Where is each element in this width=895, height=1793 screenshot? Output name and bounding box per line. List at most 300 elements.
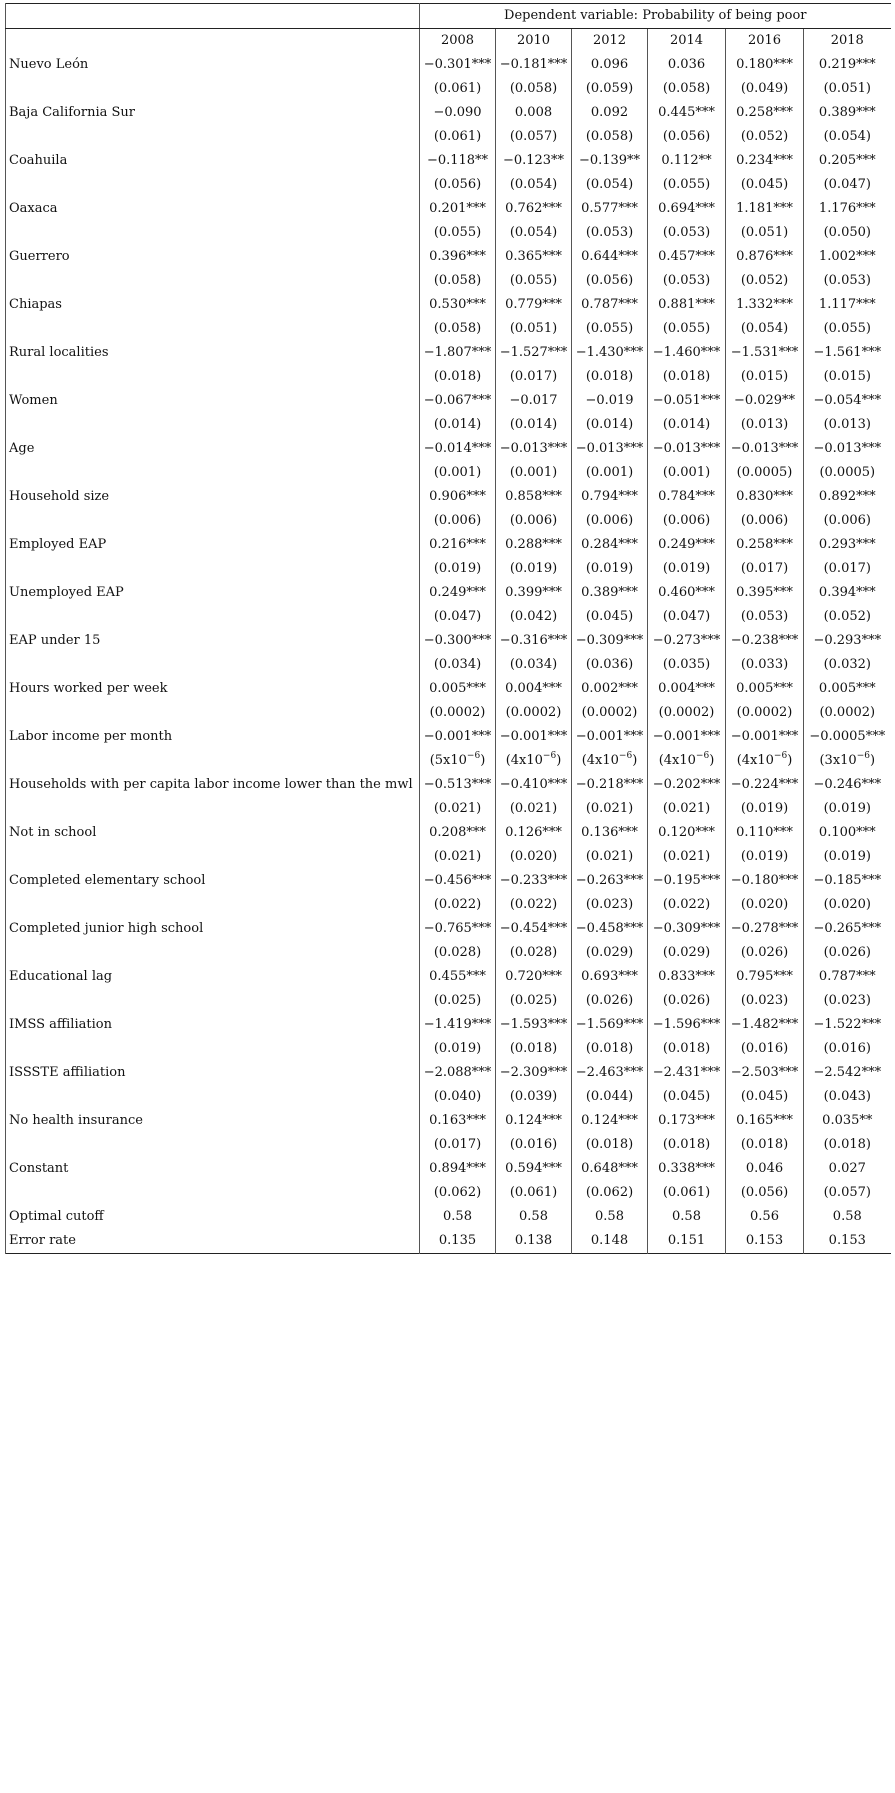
standard-error-cell: (0.021) (648, 845, 726, 869)
coefficient-cell: 0.795*** (726, 965, 804, 989)
standard-error-cell: (0.023) (804, 989, 891, 1013)
standard-error-row (6, 1085, 891, 1109)
standard-error-row (6, 893, 891, 917)
se-close: ) (709, 753, 715, 768)
se-spacer (6, 221, 420, 245)
coefficient-cell: −0.014*** (420, 437, 496, 461)
standard-error-cell: (0.035) (648, 653, 726, 677)
standard-error-cell: (0.018) (804, 1133, 891, 1157)
variable-label: Guerrero (6, 245, 420, 269)
standard-error-cell: (0.029) (572, 941, 648, 965)
variable-label: Unemployed EAP (6, 581, 420, 605)
footer-value: 0.153 (726, 1229, 804, 1254)
standard-error-cell: (0.018) (726, 1133, 804, 1157)
standard-error-cell: (0.054) (496, 173, 572, 197)
variable-label: Educational lag (6, 965, 420, 989)
standard-error-cell: (0.053) (648, 269, 726, 293)
se-base: (5x10 (429, 753, 467, 768)
standard-error-cell: (0.034) (420, 653, 496, 677)
coefficient-row (6, 53, 891, 77)
coefficient-cell: −0.456*** (420, 869, 496, 893)
coefficient-cell: 0.004*** (648, 677, 726, 701)
se-exponent: −6 (466, 750, 481, 761)
se-spacer (6, 557, 420, 581)
standard-error-cell: (0.051) (496, 317, 572, 341)
coefficient-cell: −0.180*** (726, 869, 804, 893)
standard-error-cell: (0.020) (804, 893, 891, 917)
coefficient-cell: 0.288*** (496, 533, 572, 557)
standard-error-cell: (0.061) (496, 1181, 572, 1205)
coefficient-cell: −0.181*** (496, 53, 572, 77)
standard-error-cell: (0.053) (648, 221, 726, 245)
coefficient-cell: 0.208*** (420, 821, 496, 845)
coefficient-cell: −2.503*** (726, 1061, 804, 1085)
coefficient-row (6, 965, 891, 989)
standard-error-cell: (0.055) (648, 317, 726, 341)
standard-error-cell: (0.025) (420, 989, 496, 1013)
standard-error-cell: (0.054) (804, 125, 891, 149)
standard-error-cell: (0.028) (420, 941, 496, 965)
variable-label: Rural localities (6, 341, 420, 365)
coefficient-row (6, 485, 891, 509)
coefficient-cell: −0.765*** (420, 917, 496, 941)
standard-error-cell: (0.022) (420, 893, 496, 917)
coefficient-row (6, 293, 891, 317)
footer-label: Error rate (6, 1229, 420, 1254)
coefficient-cell: −0.118** (420, 149, 496, 173)
coefficient-cell: −0.309*** (572, 629, 648, 653)
coefficient-cell: −0.054*** (804, 389, 891, 413)
standard-error-cell: (0.018) (420, 365, 496, 389)
standard-error-cell: (0.045) (572, 605, 648, 629)
standard-error-cell: (0.017) (726, 557, 804, 581)
coefficient-cell: 0.201*** (420, 197, 496, 221)
standard-error-cell: (0.028) (496, 941, 572, 965)
coefficient-cell: −0.0005*** (804, 725, 891, 749)
coefficient-cell: 0.830*** (726, 485, 804, 509)
se-spacer (6, 1037, 420, 1061)
coefficient-cell: −1.482*** (726, 1013, 804, 1037)
coefficient-cell: 0.002*** (572, 677, 648, 701)
coefficient-cell: −0.273*** (648, 629, 726, 653)
standard-error-cell: (0.0002) (648, 701, 726, 725)
standard-error-cell: (0.058) (648, 77, 726, 101)
coefficient-cell: 0.648*** (572, 1157, 648, 1181)
standard-error-cell: (0.045) (726, 1085, 804, 1109)
standard-error-cell: (0.020) (726, 893, 804, 917)
standard-error-row (6, 605, 891, 629)
coefficient-cell: 0.216*** (420, 533, 496, 557)
coefficient-cell: 0.110*** (726, 821, 804, 845)
coefficient-row (6, 389, 891, 413)
coefficient-cell: −0.001*** (496, 725, 572, 749)
se-exponent: −6 (695, 750, 710, 761)
standard-error-cell: (0.023) (572, 893, 648, 917)
coefficient-cell: 0.396*** (420, 245, 496, 269)
standard-error-row (6, 509, 891, 533)
standard-error-cell: (0.021) (572, 797, 648, 821)
coefficient-cell: 0.338*** (648, 1157, 726, 1181)
standard-error-cell: (0.049) (726, 77, 804, 101)
standard-error-cell: (0.051) (726, 221, 804, 245)
coefficient-cell: 0.394*** (804, 581, 891, 605)
coefficient-row (6, 917, 891, 941)
coefficient-cell: 0.124*** (496, 1109, 572, 1133)
coefficient-cell: −0.309*** (648, 917, 726, 941)
coefficient-cell: −0.139** (572, 149, 648, 173)
standard-error-cell: (0.055) (420, 221, 496, 245)
footer-row (6, 1229, 891, 1254)
standard-error-row (6, 941, 891, 965)
coefficient-cell: 0.779*** (496, 293, 572, 317)
se-spacer (6, 77, 420, 101)
standard-error-cell (572, 749, 648, 773)
standard-error-cell: (0.014) (496, 413, 572, 437)
coefficient-cell: −0.246*** (804, 773, 891, 797)
se-exponent: −6 (856, 750, 870, 761)
variable-label: ISSSTE affiliation (6, 1061, 420, 1085)
standard-error-row (6, 1181, 891, 1205)
standard-error-row (6, 77, 891, 101)
standard-error-row (6, 173, 891, 197)
standard-error-cell: (0.026) (804, 941, 891, 965)
footer-value: 0.148 (572, 1229, 648, 1254)
standard-error-cell: (0.054) (496, 221, 572, 245)
coefficient-cell: 1.332*** (726, 293, 804, 317)
coefficient-cell: −0.013*** (572, 437, 648, 461)
standard-error-cell: (0.054) (572, 173, 648, 197)
coefficient-cell: −0.090 (420, 101, 496, 125)
standard-error-cell: (0.013) (726, 413, 804, 437)
coefficient-cell: −0.185*** (804, 869, 891, 893)
standard-error-cell: (0.057) (804, 1181, 891, 1205)
coefficient-cell: 0.005*** (420, 677, 496, 701)
standard-error-cell: (0.021) (496, 797, 572, 821)
se-spacer (6, 701, 420, 725)
se-spacer (6, 461, 420, 485)
coefficient-cell: −0.013*** (726, 437, 804, 461)
coefficient-cell: −1.527*** (496, 341, 572, 365)
footer-value: 0.56 (726, 1205, 804, 1229)
variable-label: Completed elementary school (6, 869, 420, 893)
se-exponent: −6 (542, 750, 557, 761)
se-base: (4x10 (505, 753, 543, 768)
coefficient-cell: 0.120*** (648, 821, 726, 845)
se-spacer (6, 317, 420, 341)
coefficient-cell: 0.399*** (496, 581, 572, 605)
coefficient-cell: 0.126*** (496, 821, 572, 845)
coefficient-cell: 0.787*** (572, 293, 648, 317)
standard-error-cell: (0.0005) (726, 461, 804, 485)
coefficient-cell: 1.181*** (726, 197, 804, 221)
coefficient-row (6, 245, 891, 269)
standard-error-cell: (0.015) (804, 365, 891, 389)
standard-error-cell: (0.026) (572, 989, 648, 1013)
year-header: 2016 (726, 29, 804, 54)
coefficient-cell: 0.136*** (572, 821, 648, 845)
standard-error-cell: (0.058) (420, 269, 496, 293)
footer-row (6, 1205, 891, 1229)
standard-error-cell: (0.047) (648, 605, 726, 629)
coefficient-cell: 0.092 (572, 101, 648, 125)
standard-error-cell: (0.019) (572, 557, 648, 581)
standard-error-cell: (0.017) (496, 365, 572, 389)
standard-error-cell: (0.015) (726, 365, 804, 389)
standard-error-cell: (0.020) (496, 845, 572, 869)
coefficient-cell: −0.013*** (496, 437, 572, 461)
standard-error-cell: (0.001) (572, 461, 648, 485)
coefficient-cell: 0.457*** (648, 245, 726, 269)
variable-label: Household size (6, 485, 420, 509)
coefficient-cell: 0.008 (496, 101, 572, 125)
standard-error-cell: (0.047) (804, 173, 891, 197)
coefficient-cell: −0.410*** (496, 773, 572, 797)
coefficient-cell: 0.173*** (648, 1109, 726, 1133)
footer-value: 0.153 (804, 1229, 891, 1254)
coefficient-row (6, 1013, 891, 1037)
standard-error-cell (804, 749, 891, 773)
standard-error-cell: (0.056) (572, 269, 648, 293)
coefficient-cell: 0.219*** (804, 53, 891, 77)
year-header: 2018 (804, 29, 891, 54)
coefficient-cell: −1.596*** (648, 1013, 726, 1037)
coefficient-cell: −0.029** (726, 389, 804, 413)
standard-error-cell: (0.053) (804, 269, 891, 293)
standard-error-cell: (0.0002) (804, 701, 891, 725)
se-close: ) (632, 753, 638, 768)
standard-error-cell: (0.059) (572, 77, 648, 101)
variable-label: Households with per capita labor income lower than the mwl (6, 773, 420, 797)
variable-label: Completed junior high school (6, 917, 420, 941)
standard-error-cell: (0.022) (648, 893, 726, 917)
standard-error-cell: (0.0005) (804, 461, 891, 485)
standard-error-cell: (0.018) (572, 1037, 648, 1061)
coefficient-cell: 0.124*** (572, 1109, 648, 1133)
standard-error-cell: (0.026) (726, 941, 804, 965)
se-exponent: −6 (773, 750, 788, 761)
coefficient-cell: −1.807*** (420, 341, 496, 365)
standard-error-cell: (0.032) (804, 653, 891, 677)
standard-error-cell: (0.018) (572, 1133, 648, 1157)
standard-error-cell: (0.062) (420, 1181, 496, 1205)
coefficient-row (6, 1109, 891, 1133)
coefficient-cell: 0.035** (804, 1109, 891, 1133)
coefficient-cell: −0.316*** (496, 629, 572, 653)
standard-error-cell (648, 749, 726, 773)
coefficient-cell: 0.694*** (648, 197, 726, 221)
coefficient-cell: 0.234*** (726, 149, 804, 173)
standard-error-cell: (0.014) (572, 413, 648, 437)
se-spacer (6, 941, 420, 965)
caption-spacer (6, 4, 420, 29)
coefficient-cell: −0.019 (572, 389, 648, 413)
standard-error-cell: (0.0002) (572, 701, 648, 725)
standard-error-cell: (0.0002) (420, 701, 496, 725)
standard-error-cell: (0.019) (804, 845, 891, 869)
standard-error-cell: (0.022) (496, 893, 572, 917)
se-spacer (6, 509, 420, 533)
coefficient-cell: −0.001*** (648, 725, 726, 749)
standard-error-row (6, 317, 891, 341)
se-spacer (6, 845, 420, 869)
se-spacer (6, 989, 420, 1013)
se-base: (3x10 (819, 753, 857, 768)
se-spacer (6, 1085, 420, 1109)
coefficient-cell: 0.833*** (648, 965, 726, 989)
coefficient-cell: 0.027 (804, 1157, 891, 1181)
coefficient-cell: 0.894*** (420, 1157, 496, 1181)
coefficient-cell: 0.577*** (572, 197, 648, 221)
standard-error-cell: (0.045) (648, 1085, 726, 1109)
standard-error-cell: (0.055) (496, 269, 572, 293)
se-close: ) (556, 753, 562, 768)
standard-error-cell: (0.006) (420, 509, 496, 533)
standard-error-cell: (0.021) (572, 845, 648, 869)
se-close: ) (787, 753, 793, 768)
standard-error-cell: (0.044) (572, 1085, 648, 1109)
coefficient-cell: −2.431*** (648, 1061, 726, 1085)
standard-error-cell: (0.018) (648, 365, 726, 389)
standard-error-row (6, 365, 891, 389)
coefficient-cell: 0.395*** (726, 581, 804, 605)
standard-error-cell: (0.019) (648, 557, 726, 581)
coefficient-cell: 0.096 (572, 53, 648, 77)
standard-error-cell: (0.034) (496, 653, 572, 677)
coefficient-cell: −1.522*** (804, 1013, 891, 1037)
coefficient-cell: −0.278*** (726, 917, 804, 941)
standard-error-cell: (0.019) (496, 557, 572, 581)
coefficient-cell: 0.787*** (804, 965, 891, 989)
year-header: 2008 (420, 29, 496, 54)
standard-error-cell: (0.019) (726, 845, 804, 869)
standard-error-row (6, 1133, 891, 1157)
standard-error-cell: (0.006) (804, 509, 891, 533)
coefficient-cell: 0.180*** (726, 53, 804, 77)
variable-label: Not in school (6, 821, 420, 845)
standard-error-row (6, 797, 891, 821)
standard-error-cell: (0.039) (496, 1085, 572, 1109)
coefficient-row (6, 1157, 891, 1181)
coefficient-cell: −0.001*** (572, 725, 648, 749)
variable-label: Hours worked per week (6, 677, 420, 701)
coefficient-cell: −0.224*** (726, 773, 804, 797)
coefficient-cell: 0.284*** (572, 533, 648, 557)
table-body (6, 4, 891, 1254)
coefficient-row (6, 341, 891, 365)
standard-error-cell: (0.018) (648, 1037, 726, 1061)
coefficient-cell: −0.067*** (420, 389, 496, 413)
footer-value: 0.58 (572, 1205, 648, 1229)
dependent-variable-caption: Dependent variable: Probability of being poor (420, 4, 891, 29)
coefficient-row (6, 149, 891, 173)
standard-error-cell: (0.045) (726, 173, 804, 197)
standard-error-row (6, 1037, 891, 1061)
standard-error-cell: (0.052) (804, 605, 891, 629)
coefficient-cell: 0.693*** (572, 965, 648, 989)
standard-error-cell (726, 749, 804, 773)
standard-error-cell: (0.016) (804, 1037, 891, 1061)
standard-error-cell: (0.019) (726, 797, 804, 821)
standard-error-cell: (0.019) (420, 1037, 496, 1061)
standard-error-cell: (0.058) (496, 77, 572, 101)
standard-error-row (6, 413, 891, 437)
se-base: (4x10 (736, 753, 774, 768)
coefficient-cell: −0.001*** (420, 725, 496, 749)
coefficient-cell: 0.205*** (804, 149, 891, 173)
coefficient-cell: 0.165*** (726, 1109, 804, 1133)
coefficient-row (6, 101, 891, 125)
standard-error-cell: (0.026) (648, 989, 726, 1013)
standard-error-cell: (0.006) (648, 509, 726, 533)
coefficient-cell: −0.265*** (804, 917, 891, 941)
se-spacer (6, 125, 420, 149)
coefficient-cell: 0.594*** (496, 1157, 572, 1181)
standard-error-cell (496, 749, 572, 773)
standard-error-cell: (0.001) (420, 461, 496, 485)
coefficient-cell: −0.001*** (726, 725, 804, 749)
se-spacer (6, 1181, 420, 1205)
standard-error-row (6, 989, 891, 1013)
footer-label: Optimal cutoff (6, 1205, 420, 1229)
coefficient-cell: −2.309*** (496, 1061, 572, 1085)
years-spacer (6, 29, 420, 54)
coefficient-cell: −0.218*** (572, 773, 648, 797)
footer-value: 0.58 (420, 1205, 496, 1229)
se-base: (4x10 (581, 753, 619, 768)
standard-error-row (6, 461, 891, 485)
se-spacer (6, 1133, 420, 1157)
footer-value: 0.58 (648, 1205, 726, 1229)
variable-label: Age (6, 437, 420, 461)
standard-error-cell: (0.042) (496, 605, 572, 629)
coefficient-cell: 0.163*** (420, 1109, 496, 1133)
standard-error-cell: (0.019) (804, 797, 891, 821)
coefficient-cell: −0.017 (496, 389, 572, 413)
variable-label: Oaxaca (6, 197, 420, 221)
coefficient-cell: −1.460*** (648, 341, 726, 365)
coefficient-cell: −0.301*** (420, 53, 496, 77)
standard-error-cell: (0.021) (648, 797, 726, 821)
coefficient-cell: 0.762*** (496, 197, 572, 221)
coefficient-cell: −2.542*** (804, 1061, 891, 1085)
coefficient-cell: −0.013*** (804, 437, 891, 461)
standard-error-cell: (0.006) (496, 509, 572, 533)
standard-error-row (6, 557, 891, 581)
standard-error-cell: (0.057) (496, 125, 572, 149)
standard-error-row (6, 701, 891, 725)
footer-value: 0.58 (496, 1205, 572, 1229)
standard-error-cell: (0.052) (726, 125, 804, 149)
standard-error-cell: (0.051) (804, 77, 891, 101)
year-header: 2014 (648, 29, 726, 54)
se-spacer (6, 269, 420, 293)
se-spacer (6, 605, 420, 629)
standard-error-cell: (0.061) (420, 125, 496, 149)
coefficient-cell: 0.455*** (420, 965, 496, 989)
coefficient-cell: 0.005*** (726, 677, 804, 701)
footer-value: 0.135 (420, 1229, 496, 1254)
regression-table (5, 3, 891, 1254)
year-header: 2010 (496, 29, 572, 54)
standard-error-cell: (0.053) (572, 221, 648, 245)
variable-label: No health insurance (6, 1109, 420, 1133)
coefficient-cell: 0.004*** (496, 677, 572, 701)
coefficient-cell: −1.430*** (572, 341, 648, 365)
coefficient-cell: 0.906*** (420, 485, 496, 509)
coefficient-cell: 0.112** (648, 149, 726, 173)
coefficient-cell: 0.460*** (648, 581, 726, 605)
coefficient-cell: −1.419*** (420, 1013, 496, 1037)
